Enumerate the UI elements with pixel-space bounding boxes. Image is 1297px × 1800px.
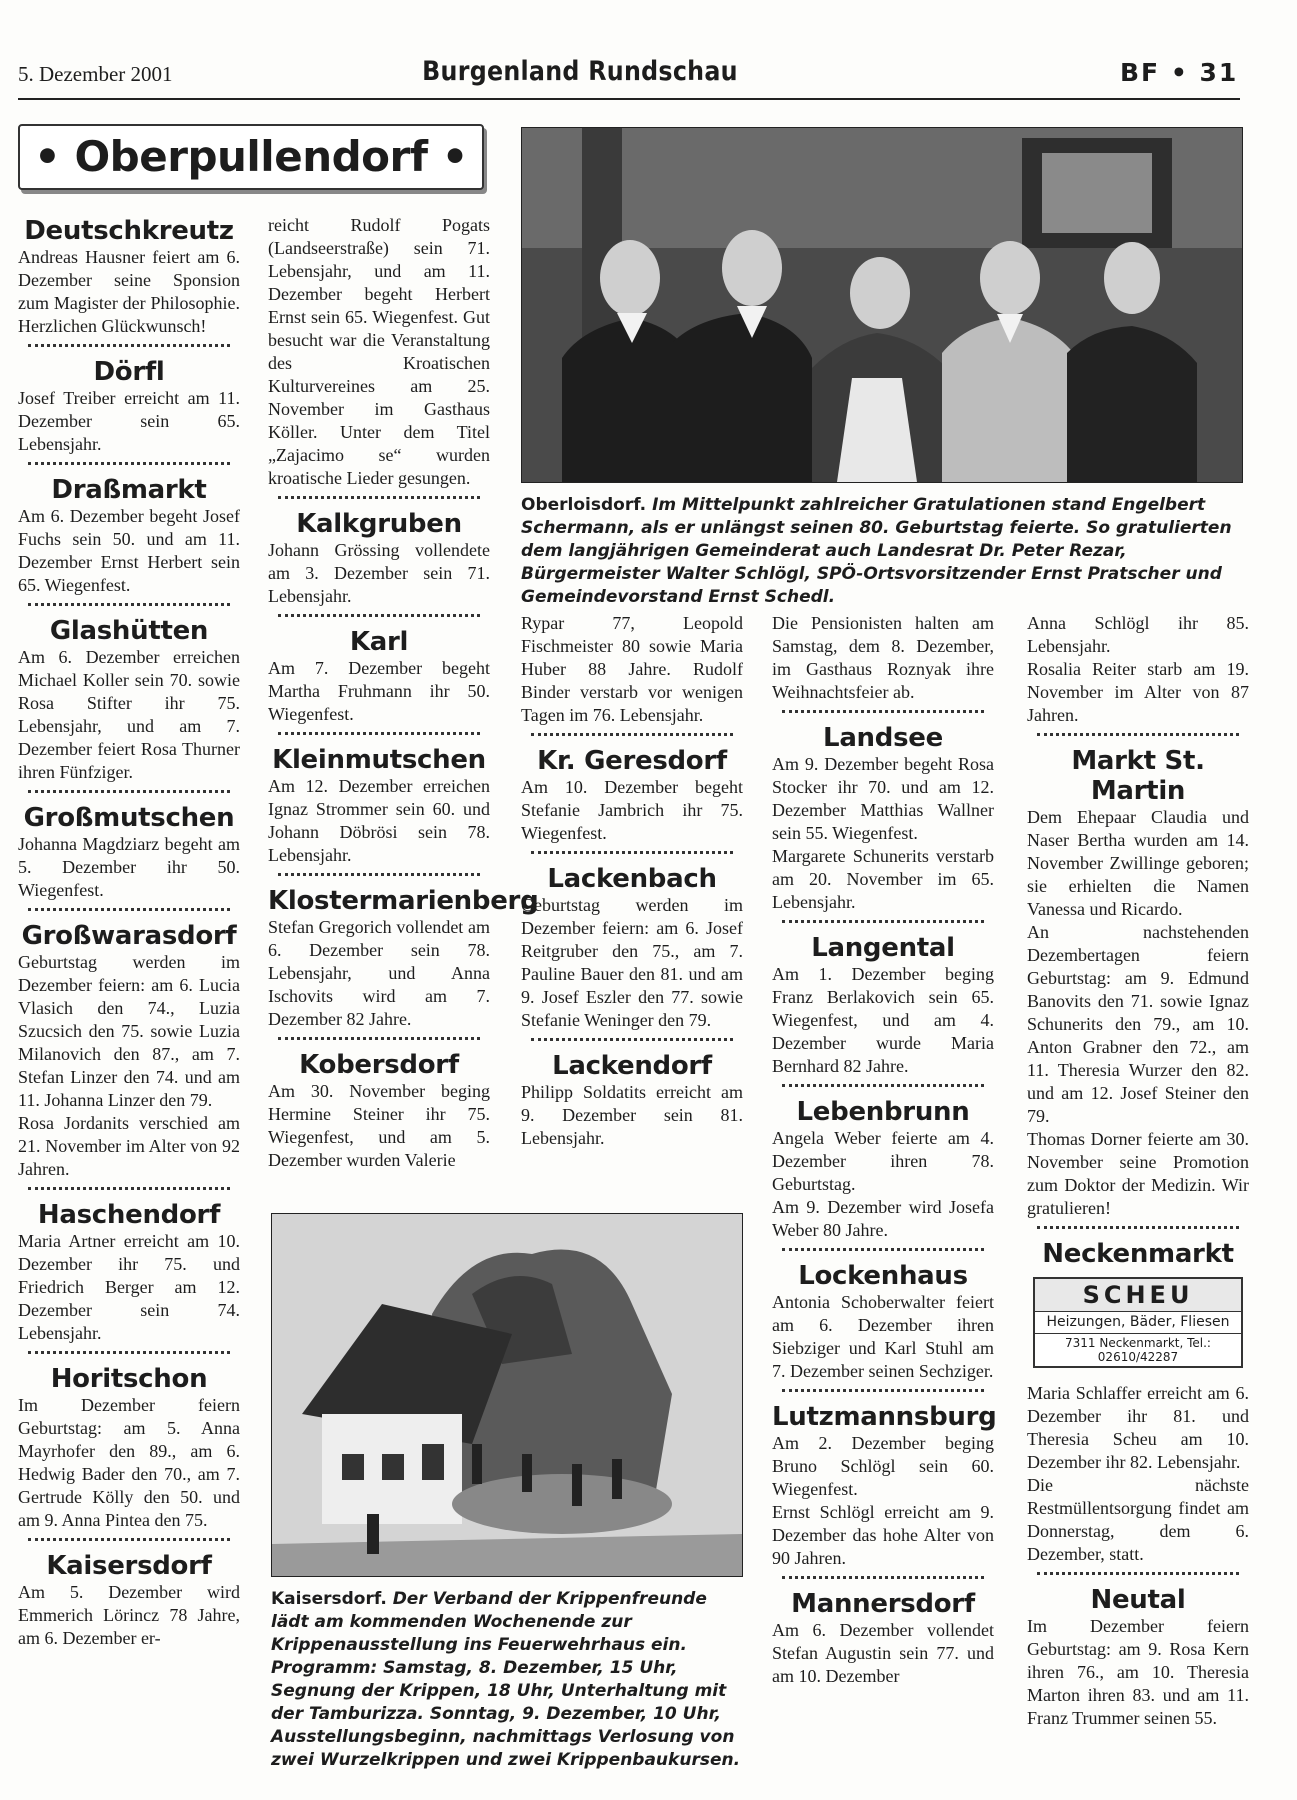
town-heading: Kleinmutschen [272,745,486,775]
dotted-divider [28,462,230,473]
news-paragraph: Geburtstag werden im Dezember feiern: am 6. Josef Reitgruber den 75., am 7. Pauline Bauer den 81. und am 9. Josef Eszler den 77. sowie Stefanie Weninger den 79. [521,895,743,1030]
news-paragraph: Rypar 77, Leopold Fischmeister 80 sowie Maria Huber 88 Jahre. Rudolf Binder verstarb vor wenigen Tagen im 76. Lebensjahr. [521,613,743,725]
header-rule [18,98,1240,100]
news-paragraph: Stefan Gregorich vollendet am 6. Dezember sein 78. Lebensjahr, und Anna Ischovits wird am 7. Dezember 82 Jahre. [268,917,490,1029]
news-paragraph: Rosa Jordanits verschied am 21. November im Alter von 92 Jahren. [18,1113,240,1179]
town-heading: Kobersdorf [299,1050,459,1080]
section-grosswarasdorf [18,908,240,1181]
dotted-divider [28,344,230,355]
town-heading: Klostermarienberg [268,886,539,916]
section-deutschkreutz [18,216,240,338]
news-paragraph: An nachstehenden Dezembertagen feiern Geburtstag: am 9. Edmund Banovits den 71. sowie Ignaz Schunerits den 79., am 10. Anton Grabner den 72., am 11. Theresia Wurzer den 82. und am 12. Josef Steiner den 79. [1027,922,1249,1126]
dotted-divider [782,710,984,721]
dotted-divider [782,1576,984,1587]
section-neutal [1027,1572,1249,1730]
town-heading: Glashütten [49,616,209,646]
news-paragraph: Johanna Magdziarz begeht am 5. Dezember ihr 50. Wiegenfest. [18,834,240,900]
news-paragraph: Philipp Soldatits erreicht am 9. Dezember sein 81. Lebensjahr. [521,1082,743,1148]
town-heading: Horitschon [50,1364,208,1394]
photo-caption-kaisersdorf [271,1588,741,1772]
section-kaisersdorf [18,1538,240,1650]
caption-text: Im Mittelpunkt zahlreicher Gratulationen stand Engelbert Schermann, als er unlängst seinen 80. Geburtstag feierte. So gratulierten dem langjährigen Gemeinderat auch Landesrat Dr. Peter Rezar, Bürgermeister Walter Schlögl, SPÖ-Ortsvorsitzender Ernst Pratscher und Gemeindevorstand Ernst Schedl. [521,495,1232,607]
column-1 [18,214,240,1652]
dotted-divider [28,908,230,919]
town-heading: Kr. Geresdorf [537,746,727,776]
news-paragraph: Dem Ehepaar Claudia und Naser Bertha wurden am 14. November Zwillinge geboren; sie erhielten die Namen Vanessa und Ricardo. [1027,807,1249,919]
section-horitschon [18,1351,240,1532]
town-heading: Neckenmarkt [1042,1239,1234,1269]
news-paragraph: Am 9. Dezember begeht Rosa Stocker ihr 70. und am 12. Dezember Matthias Wallner sein 55. Wiegenfest. [772,754,994,843]
news-paragraph: Anna Schlögl ihr 85. Lebensjahr. [1027,613,1249,656]
town-heading: Deutschkreutz [24,216,234,246]
news-paragraph: Margarete Schunerits verstarb am 20. November im 65. Lebensjahr. [772,846,994,912]
section-drassmarkt [18,462,240,597]
photo-kaisersdorf-krippe [271,1213,743,1577]
news-paragraph: Thomas Dorner feierte am 30. November seine Promotion zum Doktor der Medizin. Wir gratulieren! [1027,1129,1249,1218]
town-heading: Karl [349,627,409,657]
dotted-divider [1037,1572,1239,1583]
dotted-divider [1037,1226,1239,1237]
town-heading: Großmutschen [23,803,235,833]
group-photo-image [522,128,1242,482]
news-paragraph: Am 2. Dezember beging Bruno Schlögl sein 60. Wiegenfest. [772,1433,994,1499]
section-doerfl [18,344,240,456]
dotted-divider [1037,733,1239,744]
dotted-divider [531,1038,733,1049]
nativity-scene-image [272,1214,742,1576]
news-paragraph: Am 30. November beging Hermine Steiner ihr 75. Wiegenfest, und am 5. Dezember wurden Valerie [268,1081,490,1170]
district-banner [18,124,484,190]
caption-text: Der Verband der Krippenfreunde lädt am kommenden Wochenende zur Krippenausstellung ins Feuerwehrhaus ein. Programm: Samstag, 8. Dezember, 15 Uhr, Segnung der Krippen, 18 Uhr, Unterhaltung mit der Tamburizza. Sonntag, 9. Dezember, 10 Uhr, Ausstellungsbeginn, nachmittags Verlosung von zwei Wurzelkrippen und zwei Krippenbaukursen. [271,1589,741,1770]
news-paragraph: Am 6. Dezember vollendet Stefan Augustin sein 77. und am 10. Dezember [772,1620,994,1686]
town-heading: Kaisersdorf [46,1551,212,1581]
dotted-divider [278,496,480,507]
section-lutzmannsburg [772,1389,997,1570]
section-lackenbach [521,851,743,1032]
section-continued [1027,1382,1249,1566]
section-langental [772,920,994,1078]
caption-place: Kaisersdorf. [271,1589,387,1609]
news-paragraph: Am 10. Dezember begeht Stefanie Jambrich ihr 75. Wiegenfest. [521,777,743,843]
news-paragraph: Die Pensionisten halten am Samstag, dem 8. Dezember, im Gasthaus Roznyak ihre Weihnachtsfeier ab. [772,613,994,702]
town-heading: Neutal [1090,1585,1186,1615]
district-title: • Oberpullendorf • [34,132,468,181]
dotted-divider [278,873,480,884]
town-heading: Lutzmannsburg [772,1402,997,1432]
news-paragraph: Am 7. Dezember begeht Martha Fruhmann ihr 50. Wiegenfest. [268,658,490,724]
advertisement-scheu [1033,1277,1243,1368]
news-paragraph: Maria Artner erreicht am 10. Dezember ihr 75. und Friedrich Berger am 12. Dezember sein 74. Lebensjahr. [18,1231,240,1343]
town-heading: Markt St. Martin [1071,746,1205,806]
dotted-divider [531,851,733,862]
news-paragraph: Am 12. Dezember erreichen Ignaz Strommer sein 60. und Johann Döbrösi sein 78. Lebensjahr. [268,776,490,865]
town-heading: Lockenhaus [798,1261,968,1291]
dotted-divider [278,614,480,625]
dotted-divider [28,1187,230,1198]
section-continued [268,214,490,490]
news-paragraph: Am 9. Dezember wird Josefa Weber 80 Jahre. [772,1197,994,1240]
column-3 [521,612,743,1152]
newspaper-title: Burgenland Rundschau [422,56,738,87]
news-paragraph: Im Dezember feiern Geburtstag: am 5. Anna Mayrhofer den 89., am 6. Hedwig Bader den 70., am 7. Gertrude Kölly den 50. und am 9. Anna Pintea den 75. [18,1395,240,1530]
town-heading: Lebenbrunn [796,1097,970,1127]
section-lackendorf [521,1038,743,1150]
dotted-divider [278,1037,480,1048]
dotted-divider [28,790,230,801]
section-kobersdorf [268,1037,490,1172]
section-neckenmarkt [1027,1226,1249,1269]
section-lockenhaus [772,1248,994,1383]
town-heading: Haschendorf [37,1200,221,1230]
section-karl [268,614,490,726]
section-lebenbrunn [772,1084,994,1242]
news-paragraph: Am 6. Dezember begeht Josef Fuchs sein 50. und am 11. Dezember Ernst Herbert sein 65. Wiegenfest. [18,506,240,595]
ad-address: 7311 Neckenmarkt, Tel.: 02610/42287 [1035,1333,1241,1366]
town-heading: Langental [811,933,955,963]
photo-oberloisdorf [521,127,1243,483]
page-number: BF • 31 [1120,58,1239,87]
section-kr-geresdorf [521,733,743,845]
town-heading: Mannersdorf [791,1589,975,1619]
dotted-divider [28,603,230,614]
column-2 [268,214,539,1174]
caption-place: Oberloisdorf. [521,495,647,515]
column-5 [1027,612,1249,1732]
news-paragraph: Die nächste Restmüllentsorgung findet am Donnerstag, dem 6. Dezember, statt. [1027,1475,1249,1564]
news-paragraph: Geburtstag werden im Dezember feiern: am 6. Lucia Vlasich den 74., Luzia Szucsich den 75. sowie Luzia Milanovich den 87., am 7. Stefan Linzer den 74. und am 11. Johanna Linzer den 79. [18,952,240,1110]
section-mannersdorf [772,1576,994,1688]
town-heading: Landsee [823,723,943,753]
news-paragraph: Am 1. Dezember beging Franz Berlakovich sein 65. Wiegenfest, und am 4. Dezember wurde Maria Bernhard 82 Jahre. [772,964,994,1076]
dotted-divider [782,1389,984,1400]
section-glashuetten [18,603,240,784]
photo-caption-oberloisdorf [521,494,1241,609]
section-markt-st-martin [1027,733,1249,1220]
section-continued [521,612,743,727]
ad-logo: SCHEU [1035,1279,1241,1312]
dotted-divider [531,733,733,744]
town-heading: Lackendorf [552,1051,712,1081]
section-continued [1027,612,1249,727]
section-haschendorf [18,1187,240,1345]
dotted-divider [782,1084,984,1095]
news-paragraph: Am 5. Dezember wird Emmerich Lörincz 78 Jahre, am 6. Dezember er- [18,1582,240,1648]
dotted-divider [28,1538,230,1549]
news-paragraph: Angela Weber feierte am 4. Dezember ihren 78. Geburtstag. [772,1128,994,1194]
town-heading: Kalkgruben [296,509,462,539]
section-klostermarienberg [268,873,539,1031]
section-grossmutschen [18,790,240,902]
dotted-divider [782,920,984,931]
dotted-divider [782,1248,984,1259]
news-paragraph: Johann Grössing vollendete am 3. Dezember sein 71. Lebensjahr. [268,540,490,606]
town-heading: Dörfl [93,357,165,387]
town-heading: Lackenbach [547,864,717,894]
news-paragraph: Josef Treiber erreicht am 11. Dezember sein 65. Lebensjahr. [18,388,240,454]
column-4 [772,612,997,1690]
section-landsee [772,710,994,914]
news-paragraph: Andreas Hausner feiert am 6. Dezember seine Sponsion zum Magister der Philosophie. Herzlichen Glückwunsch! [18,247,240,336]
section-continued [772,612,994,704]
news-paragraph: Ernst Schlögl erreicht am 9. Dezember das hohe Alter von 90 Jahren. [772,1502,994,1568]
news-paragraph: reicht Rudolf Pogats (Landseerstraße) sein 71. Lebensjahr, und am 11. Dezember begeht Herbert Ernst sein 65. Wiegenfest. Gut besucht war die Veranstaltung des Kroatischen Kulturvereines am 25. November im Gasthaus Köller. Unter dem Titel „Zajacimo se“ wurden kroatische Lieder gesungen. [268,215,490,488]
town-heading: Großwarasdorf [21,921,237,951]
news-paragraph: Im Dezember feiern Geburtstag: am 9. Rosa Kern ihren 76., am 10. Theresia Marton ihren 83. und am 11. Franz Trummer seinen 55. [1027,1616,1249,1728]
dotted-divider [278,732,480,743]
issue-date: 5. Dezember 2001 [18,62,173,86]
news-paragraph: Maria Schlaffer erreicht am 6. Dezember ihr 81. und Theresia Scheu am 10. Dezember ihr 82. Lebensjahr. [1027,1383,1249,1472]
ad-services: Heizungen, Bäder, Fliesen [1046,1314,1230,1330]
dotted-divider [28,1351,230,1362]
section-kleinmutschen [268,732,490,867]
section-kalkgruben [268,496,490,608]
news-paragraph: Antonia Schoberwalter feiert am 6. Dezember ihren Siebziger und Karl Stuhl am 7. Dezember seinen Sechziger. [772,1292,994,1381]
news-paragraph: Rosalia Reiter starb am 19. November im Alter von 87 Jahren. [1027,659,1249,725]
news-paragraph: Am 6. Dezember erreichen Michael Koller sein 70. sowie Rosa Stifter ihr 75. Lebensjahr, und am 7. Dezember feiert Rosa Thurner ihren Fünfziger. [18,647,240,782]
town-heading: Draßmarkt [51,475,207,505]
